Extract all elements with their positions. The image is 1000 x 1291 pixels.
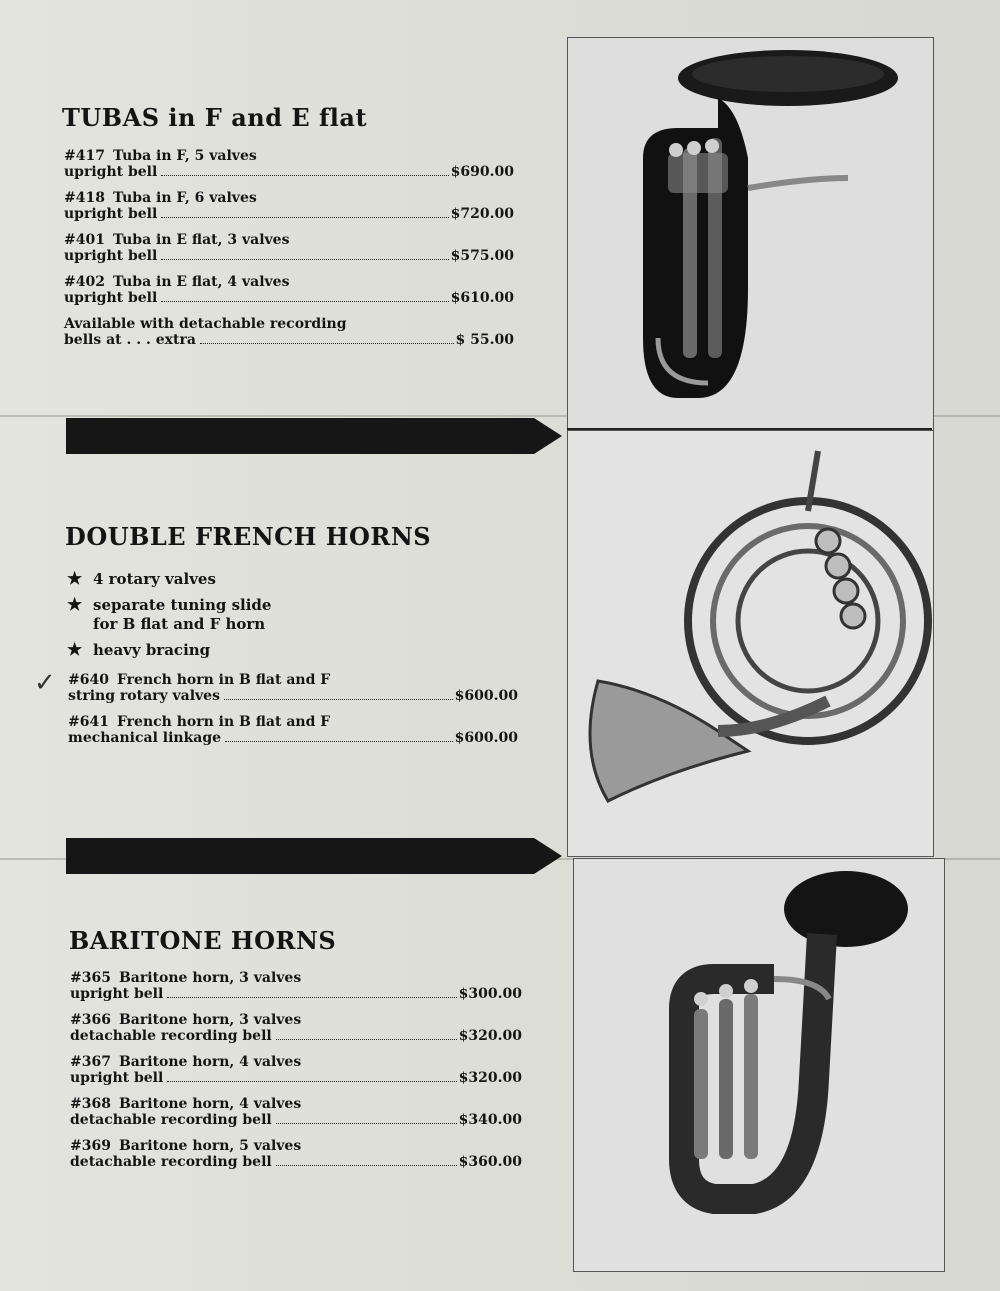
price-list-item xyxy=(64,274,514,306)
item-code: #369 xyxy=(70,1138,111,1154)
handwritten-checkmark: ✓ xyxy=(34,668,56,698)
baritones-section-title: BARITONE HORNS xyxy=(69,926,337,955)
item-price: $360.00 xyxy=(458,1154,522,1170)
item-code: #418 xyxy=(64,190,105,206)
item-detail: detachable recording bell xyxy=(70,1028,272,1044)
item-price: $720.00 xyxy=(450,206,514,222)
item-code: #641 xyxy=(68,714,109,730)
item-code: #417 xyxy=(64,148,105,164)
item-code: #640 xyxy=(68,672,109,688)
feature-text: separate tuning slide for B flat and F horn xyxy=(93,596,272,633)
item-code: #402 xyxy=(64,274,105,290)
star-icon: ★ xyxy=(67,569,83,589)
baritones-price-list xyxy=(70,970,522,1180)
french-horn-photo xyxy=(567,430,934,857)
price-list-item xyxy=(68,672,518,704)
price-list-item xyxy=(68,714,518,746)
section-divider-arrow xyxy=(66,838,562,874)
french-horns-price-list xyxy=(68,672,518,756)
item-detail: upright bell xyxy=(70,986,164,1002)
item-description: Tuba in E flat, 3 valves xyxy=(112,232,290,248)
item-price: $320.00 xyxy=(458,1070,522,1086)
item-price: $610.00 xyxy=(450,290,514,306)
item-code: #368 xyxy=(70,1096,111,1112)
tubas-section-title: TUBAS in F and E flat xyxy=(62,103,368,132)
price-list-item xyxy=(70,970,522,1002)
item-price: $600.00 xyxy=(454,730,518,746)
feature-text: heavy bracing xyxy=(93,641,211,659)
item-description: Baritone horn, 4 valves xyxy=(118,1096,302,1112)
item-detail: upright bell xyxy=(64,206,158,222)
item-description: Baritone horn, 5 valves xyxy=(118,1138,302,1154)
item-price: $690.00 xyxy=(450,164,514,180)
item-code: #365 xyxy=(70,970,111,986)
item-price: $575.00 xyxy=(450,248,514,264)
french-horns-features xyxy=(67,570,387,667)
item-description: Available with detachable recording xyxy=(64,316,347,332)
star-icon: ★ xyxy=(67,640,83,660)
item-price: $600.00 xyxy=(454,688,518,704)
tubas-price-list xyxy=(64,148,514,358)
price-list-item xyxy=(70,1138,522,1170)
item-detail: upright bell xyxy=(70,1070,164,1086)
item-code: #367 xyxy=(70,1054,111,1070)
section-divider-arrow xyxy=(66,418,562,454)
french-horns-section-title: DOUBLE FRENCH HORNS xyxy=(65,522,432,551)
item-description: Tuba in F, 5 valves xyxy=(112,148,257,164)
item-price: $ 55.00 xyxy=(455,332,514,348)
star-icon: ★ xyxy=(67,595,83,615)
price-list-item xyxy=(64,148,514,180)
feature-text: 4 rotary valves xyxy=(93,570,216,588)
item-price: $320.00 xyxy=(458,1028,522,1044)
item-description: French horn in B flat and F xyxy=(116,714,331,730)
item-detail: bells at . . . extra xyxy=(64,332,196,348)
baritone-horn-photo xyxy=(573,858,945,1272)
item-detail: detachable recording bell xyxy=(70,1112,272,1128)
item-detail: detachable recording bell xyxy=(70,1154,272,1170)
feature-item xyxy=(67,641,387,660)
feature-item xyxy=(67,596,387,634)
price-list-item xyxy=(70,1054,522,1086)
item-detail: upright bell xyxy=(64,248,158,264)
item-price: $340.00 xyxy=(458,1112,522,1128)
item-detail: string rotary valves xyxy=(68,688,220,704)
item-description: Tuba in F, 6 valves xyxy=(112,190,257,206)
item-code: #401 xyxy=(64,232,105,248)
item-price: $300.00 xyxy=(458,986,522,1002)
price-list-item xyxy=(64,316,514,348)
price-list-item xyxy=(70,1012,522,1044)
price-list-item xyxy=(64,190,514,222)
item-description: Tuba in E flat, 4 valves xyxy=(112,274,290,290)
item-detail: upright bell xyxy=(64,164,158,180)
tuba-photo xyxy=(567,37,934,431)
price-list-item xyxy=(70,1096,522,1128)
item-code: #366 xyxy=(70,1012,111,1028)
price-list-item xyxy=(64,232,514,264)
item-detail: mechanical linkage xyxy=(68,730,222,746)
item-description: French horn in B flat and F xyxy=(116,672,331,688)
item-description: Baritone horn, 4 valves xyxy=(118,1054,302,1070)
item-description: Baritone horn, 3 valves xyxy=(118,1012,302,1028)
item-detail: upright bell xyxy=(64,290,158,306)
feature-item xyxy=(67,570,387,589)
item-description: Baritone horn, 3 valves xyxy=(118,970,302,986)
